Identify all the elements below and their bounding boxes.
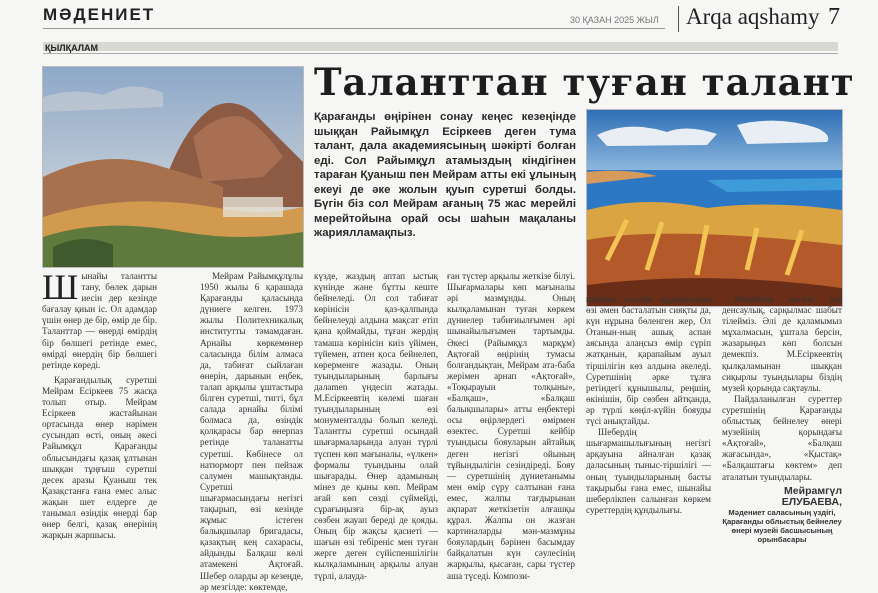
column-3-paragraph: күзде, жаздың аптап ыстық күнінде және бұтты кеште бейнеледі. Ол сол табиғат көрінісін қаз-қалпында бейнелеуді алдына мақсат етіп қана қоймайды, тұған жердің тамаша көрінісін киіз үйімен, түйемен, атпен қоса бейнелеп, көрерменге жазады. Оның туындыларының барлығы далаmen үндесіп жатады. М.Есіркеевтің көлемі шаған туындыларының өзі монументалды болып келеді. Талантты суретші осындай шығармаларында алуан түрлі түспен көп мағыналы, «үлкен» формалы туындыны олай шығарады. Өнер адамының мінез де қыны көп. Мейрам ағай көп сөзді сүймейді, сұрағыңызға бір-ақ ауыз сөзбен жауап береді де қояды. Оның бір жақсы қасиеті — шағын өзі тебіреніс мен туған жерге деген сүйіспеншілігін кылқаламының арқылы алуан түрлі, алауда-	[314, 271, 438, 581]
column-6-paragraph-2: Пайдаланылған суреттер суретшінің Қарағанды облыстық бейнелеу өнері музейінің қорындағы «Ақтоғай», «Балқаш жағасында», «Қыстақ» «Балқаштағы көктем» деп аталатын туындылары.	[722, 393, 842, 482]
header-rule	[43, 28, 665, 29]
lake-shore-painting	[586, 109, 843, 307]
header-divider	[678, 6, 679, 32]
column-1-paragraph-2: Қарағандылық суретші Мейрам Есіркеев 75 жасқа толып отыр. Мейрам Есіркеев жастайынан ортасында өнер нәрімен сусындап өсті, оның әкесі Райымқұл Қарағанды облысындағы қазақ ұлтынан шыққан тұңғыш суретші десек аразы Қуаныш тек Қазақстанға ғана емес алыс жақын шет елдерге де танымал өзіндік өнерді бар өнер белгі, қазақ өнерінің жарқын жаршысы.	[42, 374, 157, 541]
newspaper-brand: Arqa aqshamy	[686, 4, 820, 29]
author-name: Мейрамгүл ЕЛУБАЕВА,	[781, 484, 842, 508]
page-header	[0, 0, 878, 36]
article-lead	[314, 110, 576, 241]
lead-paragraph: Қарағанды өңірінен сонау кеңес кезеңінде шыққан Райымқұл Есіркеев деген тума талант, дала академиясының шәкірті болған еді. Сол Райымқұл атамыздың кіндігінен тараған Қуаныш пен Мейрам атты екі ұлының екеуі де әке жолын қуып суретші болды. Бүгін біз сол Мейрам ағаның 75 жас мерейлі мерейтойына орай осы шаһын мақаланы жариялламақпыз.	[314, 111, 576, 239]
author-role: Мәдениет саласының үздігі, Қарағанды облыстық бейнелеу өнері музейі басшысының орынбасары	[722, 507, 842, 544]
column-2-paragraph: Мейрам Райымқұлұлы 1950 жылы 6 қарашада Қарағанды қаласында дүниеге келген. 1973 жылы Политехникалық институтты тәмамдаған. Арнайы көркемөнер саласында білім алмаса да, табиғат сыйлаған өнерін, дарынын еңбек, талап арқылы ұштастыра білген суретші, тиггі, бұл салада арнайы білімі болмаса да, өзіндік қолқарасы бар өнерпаз ретінде таланатты суретші. Көбінесе ол натюрморт пен пейзаж салумен машықтанды. Суретші шығармасындағы негізгі тақырып, өзі кезінде жұмыс істеген балықшылар бригадасы, қазақтың кең сахарасы, айдынды Балқаш көлі атамекені Ақтоғай. Шебер оларды әр кезеңде, әр мезгілде: көктемде,	[200, 271, 303, 592]
article-column-1	[42, 267, 157, 541]
column-4-paragraph: ған түстер арқылы жеткізе білуі. Шығармалары көп мағыналы әрі мазмұнды. Оның кылқаламынан туған көркем дүниелер табиғиылғымен әрі шынайылығымен тартымды. Әкесі (Райымқұл марқұм) Ақтоғай өңірінің тумасы болғандықтан, Мейрам ата-баба жерімен арнап «Ақтоғай», «Тоқырауын толқыны», «Балқаш», «Балқаш балықшылары» атты еңбектері осы өңірлердегі өмірмен өзектес. Суретші кейбір туындысы бояуларын айтайық деген негізгі ойының тұйындылігін сезіндіреді. Бояу — суретшінің дүниетанымы мен өмір сүру салтынан ғана емес, жалпы тағдырынан ақпарат жеткізетін алғашқы құрал. Жалпы он жазған картиналарды мән-мазмұны бояулардың бәрінен басымдау байқалатын күн сәулесінің жарқылы, қысаған, сары түстер аша түседі. Компози-	[447, 271, 575, 581]
article-column-6	[722, 294, 842, 544]
rubric-label: ҚЫЛҚАЛАМ	[45, 43, 99, 53]
column-5-paragraph-1: цияның осылай құрылуының өзі әмен басталатын сияқты да, күн нұрына бөленген жер, Ол Отанын-ның ашық аспан аясында алаңсыз өмір сүріп жатқанын, қарапайым ауыл тіршілігін көз алдына әкеледі. Суретшінің әрке тұлға ретіндегі құнышылы, реңшің, өкінішін, бір сөзбен айтқанда, әр түрлі көңіл-күйін бояуды түсі анықтайды.	[586, 294, 711, 427]
drop-cap: Ш	[42, 267, 79, 307]
issue-date: 30 ҚАЗАН 2025 ЖЫЛ	[570, 15, 659, 25]
page-number: 7	[828, 4, 840, 30]
mountain-landscape-painting	[42, 66, 304, 268]
article-column-4	[447, 271, 575, 582]
section-title: МӘДЕНИЕТ	[43, 5, 156, 24]
column-6-paragraph-1: Мерейтой иесіне зор денсаулық, сарқылмас шабыт тілейміз. Әлі де қаламымыз мұхалмасын, ұштала берсін, жазарыңыз көп болсын демекпіз. М.Есіркеевтің қылқаламынан шыққан сиқырлы туындылары біздің музей қорында сақтаулы.	[722, 294, 842, 393]
article-column-5	[586, 294, 711, 516]
article-column-2	[200, 271, 303, 593]
article-column-3	[314, 271, 438, 582]
rubric-bar	[43, 42, 838, 51]
column-1-paragraph-1: ынайы талантты тану, бөлек дарын иесін дер кезінде бағалау қиын іс. Ол адамдар үшін өнер де бір, өмір де бір. Таланттар — өнерді өмірдің бір бөлшегі ретінде емес, өмірді өнердің бір бөлшегі ретінде көреді.	[42, 271, 157, 370]
article-headline: Таланттан туған талант	[314, 60, 855, 104]
rubric-rule	[43, 53, 838, 54]
column-5-paragraph-2: Шебердің шығармашылығының негізгі арқауына айналған қазақ даласының тыныс-тіршілігі — оның туындыларының басты тақырыбы ғана емес, шынайы шеберлікпен салынған көркем суреттердің құндылығы.	[586, 427, 711, 515]
